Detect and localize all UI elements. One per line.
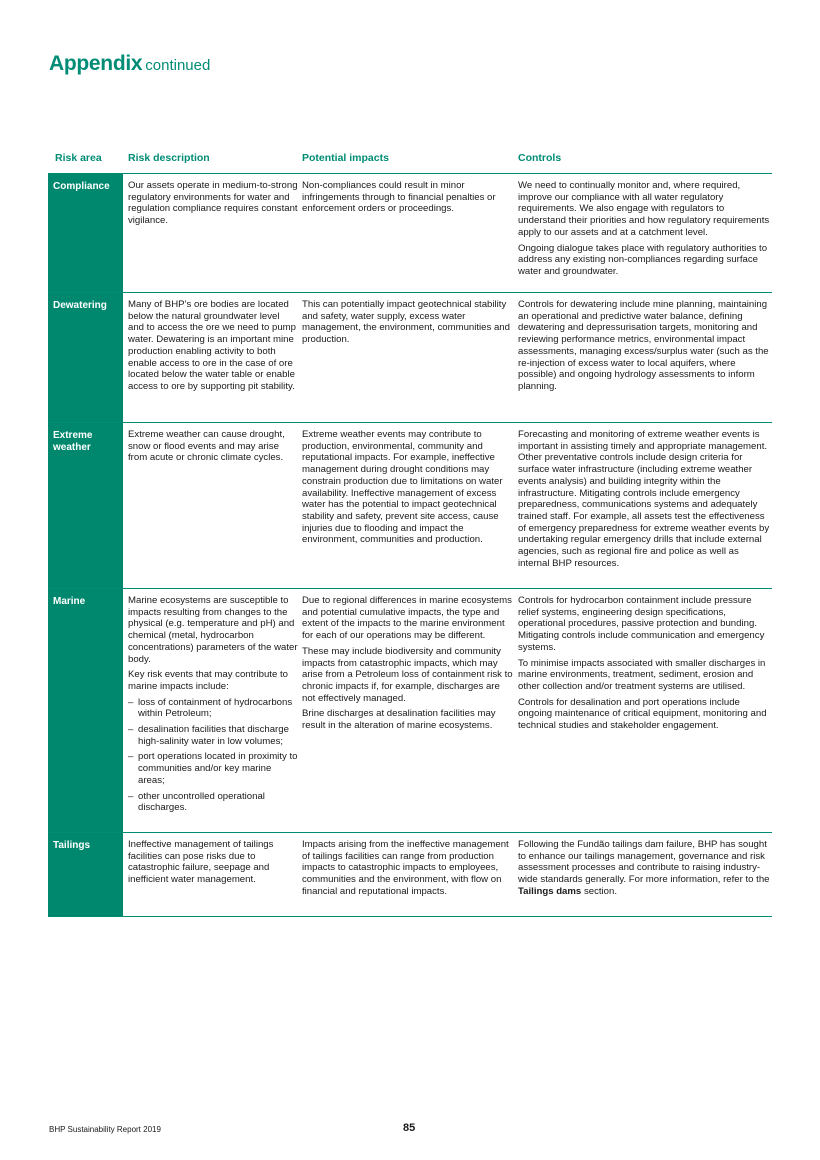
paragraph: This can potentially impact geotechnical stability and safety, water supply, excess water management, the environment, communities and production. (302, 299, 510, 346)
list-item: – port operations located in proximity to communities and/or key marine areas; (128, 751, 298, 786)
risk-description (123, 174, 298, 292)
potential-impacts (298, 589, 513, 832)
page-title (49, 52, 210, 76)
paragraph: Due to regional differences in marine ecosystems and potential cumulative impacts, the type and extent of the impacts to the marine environment for each of our operations may be different. (302, 595, 512, 642)
paragraph: Controls for dewatering include mine planning, maintaining an operational and predictive water balance, defining dewatering and depressurisation targets, monitoring and reviewing performance metrics, environmental impact assessments, managing excess/surplus water (such as the re-injection of excess water to local aquifers, where possible) and ongoing hydrology assessments to inform planning. (518, 299, 769, 392)
paragraph: Controls for desalination and port operations include ongoing maintenance of critical equipment, monitoring and technical studies and stakeholder engagement. (518, 696, 767, 732)
table-header (48, 150, 772, 174)
paragraph: Key risk events that may contribute to marine impacts include: (128, 669, 288, 692)
paragraph: Marine ecosystems are susceptible to impacts resulting from changes to the physical (e.g. temperature and pH) and chemical (metal, hydrocarbon concentrations) parameters of the water body. (128, 595, 298, 665)
potential-impacts (298, 833, 513, 916)
risk-description (123, 833, 298, 916)
potential-impacts (298, 174, 513, 292)
list-item: – desalination facilities that discharge high-salinity water in low volumes; (128, 724, 298, 747)
list-item: – loss of containment of hydrocarbons within Petroleum; (128, 697, 298, 720)
risk-description (123, 293, 298, 422)
table-row-dewatering (48, 293, 772, 423)
column-header-risk-area: Risk area (55, 152, 102, 164)
list-item: – other uncontrolled operational discharges. (128, 791, 298, 814)
column-header-controls: Controls (518, 152, 562, 164)
page-title-main: Appendix (49, 52, 143, 75)
paragraph: Many of BHP’s ore bodies are located below the natural groundwater level and to access the ore we need to pump water. Dewatering is an important mine production enabling activity to both enable access to ore in the case of ore located below the water table or enable access to ore by supporting pit stability. (128, 299, 296, 392)
controls (513, 174, 772, 292)
paragraph: Extreme weather can cause drought, snow or flood events and may arise from acute or chronic climate cycles. (128, 429, 285, 464)
risk-area-label: Extreme weather (48, 423, 123, 588)
paragraph: Extreme weather events may contribute to production, environmental, community and reputational impacts. For example, ineffective management during drought conditions may constrain production due to limitations on water availability. Ineffective management of excess water has the potential to impact geotechnical stability and safety, prevent site access, cause injuries due to flooding and impact the environment, communities and production. (302, 429, 503, 546)
paragraph (518, 839, 772, 898)
controls-text-tail: section. (583, 885, 618, 897)
controls (513, 423, 772, 588)
risk-area-label: Marine (48, 589, 123, 832)
risk-description (123, 589, 298, 832)
potential-impacts (298, 423, 513, 588)
risk-area-label: Dewatering (48, 293, 123, 422)
risk-event-list (128, 697, 298, 814)
risk-area-label: Tailings (48, 833, 123, 916)
paragraph: We need to continually monitor and, where required, improve our compliance with all water regulatory requirements. We also engage with regulators to understand their priorities and how regulatory requirements apply to our assets and at a catchment level. (518, 180, 770, 238)
column-header-potential-impacts: Potential impacts (302, 152, 389, 164)
page-title-continued: continued (145, 57, 211, 74)
paragraph: Our assets operate in medium-to-strong regulatory environments for water and regulation compliance requires constant vigilance. (128, 180, 298, 227)
risk-description (123, 423, 298, 588)
paragraph: To minimise impacts associated with smaller discharges in marine environments, treatment, sediment, erosion and other collection and/or treatment systems are utilised. (518, 657, 766, 692)
paragraph: Ineffective management of tailings facilities can pose risks due to catastrophic failure, seepage and inefficient water management. (128, 839, 274, 886)
paragraph: Non-compliances could result in minor infringements through to financial penalties or enforcement orders or proceedings. (302, 180, 496, 215)
controls (513, 833, 772, 916)
paragraph: Controls for hydrocarbon containment include pressure relief systems, engineering design specifications, operational procedures, passive protection and bunding. Mitigating controls include communication and emergency systems. (518, 595, 765, 653)
table-row-compliance (48, 174, 772, 293)
report-name: BHP Sustainability Report 2019 (49, 1125, 161, 1134)
controls-text: Following the Fundão tailings dam failure, BHP has sought to enhance our tailings management, governance and risk assessment processes and contribute to raising industry-wide standards generally. For more information, refer to the (518, 839, 770, 886)
potential-impacts (298, 293, 513, 422)
paragraph: These may include biodiversity and community impacts from catastrophic impacts, which may arise from a Petroleum loss of containment risk to chronic impacts if, for example, discharges are not effectively managed. (302, 645, 513, 704)
column-header-risk-description: Risk description (128, 152, 210, 164)
controls (513, 293, 772, 422)
paragraph: Ongoing dialogue takes place with regulatory authorities to address any existing non-compliances regarding surface water and groundwater. (518, 242, 768, 277)
controls (513, 589, 772, 832)
table-row-marine (48, 589, 772, 833)
risk-area-label: Compliance (48, 174, 123, 292)
risk-table (48, 150, 772, 917)
paragraph: Forecasting and monitoring of extreme weather events is important in assisting timely and appropriate management. Other preventative controls include design criteria for surface water infrastructure (including extreme weather events analysis) and building integrity within the infrastructure. Mitigating controls include emergency preparedness, communications systems and adequately trained staff. For example, all assets test the effectiveness of emergency preparedness for extreme weather events by undertaking regular emergency drills that include external agencies, such as regional fire and police as well as internal BHP resources. (518, 429, 770, 569)
table-row-tailings (48, 833, 772, 917)
paragraph: Impacts arising from the ineffective management of tailings facilities can range from production impacts to catastrophic impacts to employees, communities and the environment, with flow on financial and reputational impacts. (302, 839, 509, 897)
table-row-extreme-weather (48, 423, 772, 589)
tailings-dams-link[interactable]: Tailings dams (518, 885, 582, 897)
paragraph: Brine discharges at desalination facilities may result in the alteration of marine ecosystems. (302, 708, 496, 732)
page-number: 85 (403, 1122, 416, 1134)
